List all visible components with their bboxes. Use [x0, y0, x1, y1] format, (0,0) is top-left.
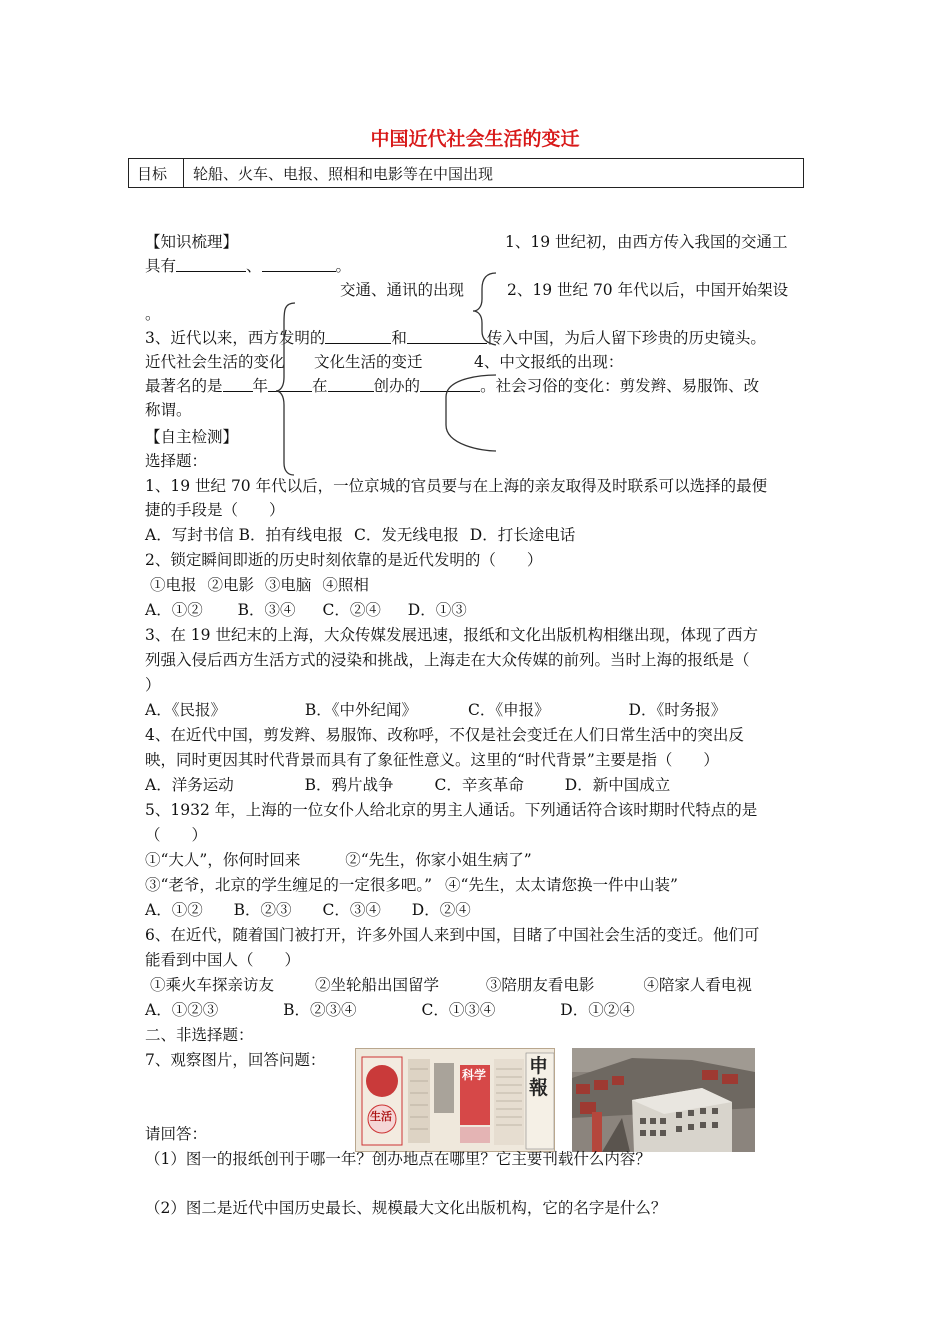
q3-b: 和 — [391, 329, 407, 347]
check-heading: 【自主检测】 — [145, 428, 239, 446]
q3-option-a[interactable]: A．《民报》 — [145, 701, 226, 719]
q2-items — [150, 575, 369, 595]
q6-item: ③陪朋友看电影 — [485, 976, 595, 994]
q5-items-2 — [145, 875, 678, 895]
q6-item: ①乘火车探亲访友 — [150, 976, 275, 994]
nonchoice-heading: 二、非选择题： — [145, 1026, 254, 1044]
q4-b4: 创办的 — [373, 377, 421, 395]
q2-item: ②电影 — [207, 576, 254, 594]
q5-option-b[interactable]: B．②③ — [233, 901, 292, 919]
q5-item: ①“大人”，你何时回来 — [145, 851, 301, 869]
q4-option-a[interactable]: A．洋务运动 — [145, 776, 234, 794]
q2-text: 2、锁定瞬间即逝的历史时刻依靠的是近代发明的（ ） — [145, 551, 543, 569]
goal-table — [128, 158, 804, 188]
page-title: 中国近代社会生活的变迁 — [370, 128, 580, 150]
q5-option-d[interactable]: D．②④ — [411, 901, 471, 919]
q6-option-d[interactable]: D．①②④ — [560, 1001, 635, 1019]
q7-text: 7、观察图片，回答问题： — [145, 1051, 326, 1069]
goal-text: 轮船、火车、电报、照相和电影等在中国出现 — [193, 165, 494, 183]
building-illustration — [572, 1048, 755, 1152]
masthead-label: 申報 — [529, 1055, 549, 1099]
knowledge-heading: 【知识梳理】 — [145, 233, 239, 251]
q5-options — [145, 900, 471, 920]
sub-question-1: （1）图一的报纸创刊于哪一年？创办地点在哪里？它主要刊载什么内容？ — [145, 1150, 651, 1168]
q5-item: ④“先生，太太请您换一件中山装” — [445, 876, 678, 894]
mindmap-braces — [270, 265, 510, 480]
q2-option-b[interactable]: B．③④ — [237, 601, 296, 619]
culture-title: 文化生活的变迁 — [314, 353, 423, 371]
q6-text-a: 6、在近代，随着国门被打开，许多外国人来到中国，目睹了中国社会生活的变迁。他们可 — [145, 926, 760, 944]
q3-a: 3、近代以来，西方发明的 — [145, 329, 326, 347]
outer-brace — [276, 303, 295, 475]
q5-items-1 — [145, 850, 532, 870]
q3-option-c[interactable]: C．《申报》 — [467, 701, 550, 719]
ad-label-1: 科学 — [462, 1068, 487, 1082]
sub-question-2: （2）图二是近代中国历史最长、规模最大文化出版机构，它的名字是什么？ — [145, 1199, 667, 1217]
q5-option-c[interactable]: C．③④ — [322, 901, 381, 919]
goal-label: 目标 — [129, 159, 184, 187]
q2-option-a[interactable]: A．①② — [145, 601, 203, 619]
q2-item: ③电脑 — [264, 576, 312, 594]
q6-options — [145, 1000, 635, 1020]
q1-option-c[interactable]: C．发无线电报 — [353, 526, 459, 544]
knowledge-q4-c: 称谓。 — [145, 401, 192, 419]
q4-b2: 年 — [252, 377, 269, 395]
knowledge-q1-a: 1、19 世纪初，由西方传入我国的交通工 — [505, 233, 788, 251]
q6-items — [150, 975, 752, 995]
change-title: 近代社会生活的变化 — [145, 353, 285, 371]
culture-brace — [446, 375, 496, 451]
q1-b-text: 具有 — [145, 257, 177, 275]
transport-title: 交通、通讯的出现 — [340, 281, 465, 299]
q2-option-d[interactable]: D．①③ — [407, 601, 467, 619]
q2-options — [145, 600, 467, 620]
q1-end: 。 — [335, 257, 352, 275]
transport-brace — [473, 273, 496, 345]
q6-option-a[interactable]: A．①②③ — [145, 1001, 219, 1019]
q5-item: ③“老爷，北京的学生缠足的一定很多吧。” — [145, 876, 433, 894]
answer-prompt: 请回答： — [145, 1125, 208, 1143]
q4-option-c[interactable]: C．辛亥革命 — [434, 776, 524, 794]
q1-text-a: 1、19 世纪 70 年代以后，一位京城的官员要与在上海的亲友取得及时联系可以选择的最便 — [145, 477, 768, 495]
q4-option-b[interactable]: B．鸦片战争 — [304, 776, 394, 794]
q3-options — [145, 700, 726, 720]
blank — [176, 256, 246, 272]
q4-options — [145, 775, 670, 795]
figure-building — [572, 1048, 755, 1152]
q1-sep: 、 — [246, 257, 262, 275]
q1-option-d[interactable]: D．打长途电话 — [469, 526, 576, 544]
q5-option-a[interactable]: A．①② — [145, 901, 203, 919]
q4-b5: 。社会习俗的变化：剪发辫、易服饰、改 — [480, 377, 760, 395]
q5-text-a: 5、1932 年，上海的一位女仆人给北京的男主人通话。下列通话符合该时期时代特点的是 — [145, 801, 758, 819]
q4-b3: 在 — [312, 377, 328, 395]
knowledge-q4: 4、中文报纸的出现： — [474, 353, 624, 371]
q3-text-c: ） — [145, 676, 161, 694]
q1-text-b: 捷的手段是（ ） — [145, 501, 285, 519]
q2-item: ④照相 — [322, 576, 369, 594]
ad-label-2: 生活 — [370, 1110, 392, 1123]
knowledge-q2: 2、19 世纪 70 年代以后，中国开始架设 — [507, 281, 789, 299]
q6-item: ④陪家人看电视 — [643, 976, 752, 994]
q3-text-a: 3、在 19 世纪末的上海，大众传媒发展迅速，报纸和文化出版机构相继出现，体现了西方 — [145, 626, 758, 644]
q3-option-d[interactable]: D．《时务报》 — [628, 701, 727, 719]
q3-text-b: 列强入侵后西方生活方式的浸染和挑战，上海走在大众传媒的前列。当时上海的报纸是（ — [145, 651, 750, 669]
q6-option-b[interactable]: B．②③④ — [283, 1001, 357, 1019]
blank — [223, 376, 253, 392]
q5-text-b: （ ） — [145, 826, 208, 844]
q4-option-d[interactable]: D．新中国成立 — [564, 776, 671, 794]
choice-heading: 选择题： — [145, 452, 208, 470]
q2-item: ①电报 — [150, 576, 197, 594]
q6-text-b: 能看到中国人（ ） — [145, 951, 301, 969]
figure-newspaper — [355, 1048, 555, 1152]
q2-option-c[interactable]: C．②④ — [322, 601, 381, 619]
q4-b1: 最著名的是 — [145, 377, 223, 395]
q6-option-c[interactable]: C．①③④ — [421, 1001, 496, 1019]
q4-text-a: 4、在近代中国，剪发辫、易服饰、改称呼，不仅是社会变迁在人们日常生活中的突出反 — [145, 726, 744, 744]
q3-option-b[interactable]: B．《中外纪闻》 — [304, 701, 418, 719]
q6-item: ②坐轮船出国留学 — [314, 976, 439, 994]
q1-option-b[interactable]: B．拍有线电报 — [238, 526, 344, 544]
newspaper-illustration — [356, 1049, 555, 1152]
q4-text-b: 映，同时更因其时代背景而具有了象征性意义。这里的“时代背景”主要是指（ ） — [145, 751, 719, 769]
q1-option-a[interactable]: A．写封书信 — [145, 526, 234, 544]
q5-item: ②“先生，你家小姐生病了” — [345, 851, 532, 869]
q3-c: 传入中国，为后人留下珍贵的历史镜头。 — [486, 329, 766, 347]
knowledge-q2-end: 。 — [145, 305, 161, 323]
q1-options — [145, 525, 575, 545]
